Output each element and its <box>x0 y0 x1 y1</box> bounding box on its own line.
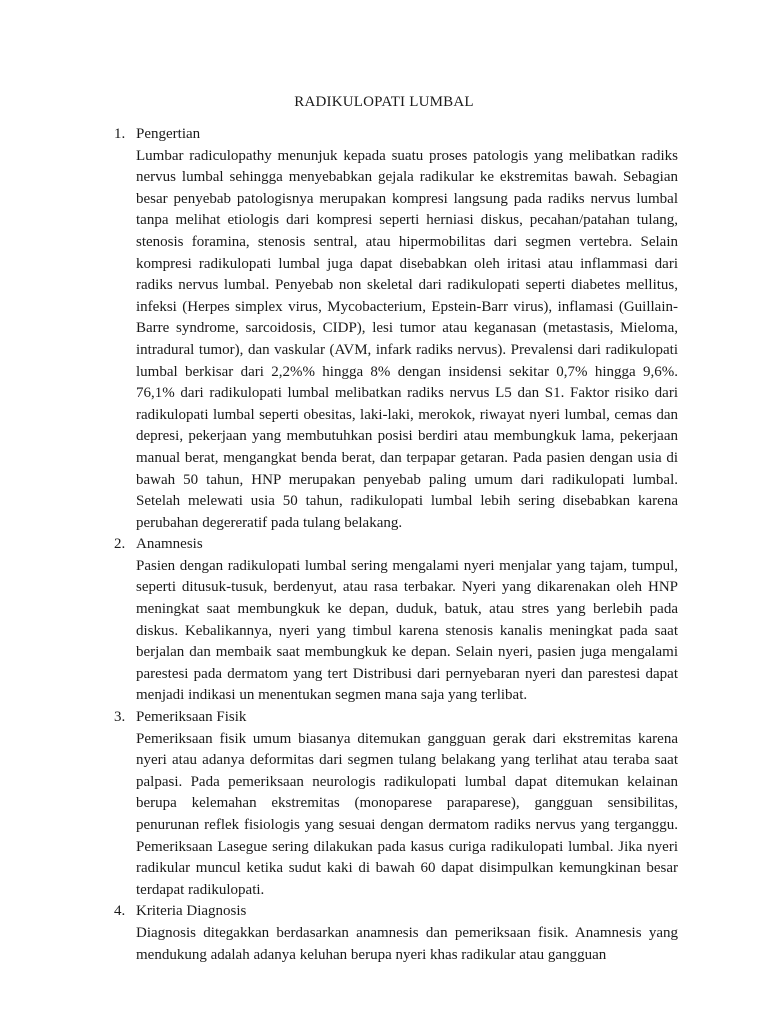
section-kriteria-diagnosis <box>114 901 678 966</box>
section-pemeriksaan-fisik <box>114 707 678 901</box>
section-anamnesis <box>114 534 678 707</box>
section-heading: Kriteria Diagnosis <box>136 903 247 920</box>
section-body: Diagnosis ditegakkan berdasarkan anamnesis dan pemeriksaan fisik. Anamnesis yang mendukung adalah adanya keluhan berupa nyeri khas radikular atau gangguan <box>136 924 678 963</box>
section-heading: Anamnesis <box>136 536 203 553</box>
section-body: Pasien dengan radikulopati lumbal sering mengalami nyeri menjalar yang tajam, tumpul, seperti ditusuk-tusuk, berdenyut, atau rasa terbakar. Nyeri yang dikarenakan oleh HNP meningkat saat membungkuk ke depan, duduk, batuk, atau stres yang berlebih pada diskus. Kebalikannya, nyeri yang timbul karena stenosis kanalis meningkat pada saat berjalan dan membaik saat membungkuk ke depan. Selain nyeri, pasien juga mengalami parestesi pada dermatom yang tert Distribusi dari pernyebaran nyeri dan parestesi dapat menjadi indikasi un menentukan segmen mana saja yang terlibat. <box>136 557 678 704</box>
section-number: 1. <box>114 126 126 142</box>
document-title: RADIKULOPATI LUMBAL <box>294 94 474 110</box>
section-number: 2. <box>114 536 126 553</box>
section-pengertian <box>114 124 678 534</box>
section-body: Lumbar radiculopathy menunjuk kepada suatu proses patologis yang melibatkan radiks nervus lumbal sehingga menyebabkan gejala radikular ke ekstremitas bawah. Sebagian besar penyebab patologisnya merupakan kompresi langsung pada radiks nervus lumbal tanpa melihat etiologis dari kompresi seperti herniasi diskus, pecahan/patahan tulang, stenosis foramina, stenosis sentral, atau hipermobilitas dari segmen vertebra. Selain kompresi radikulopati lumbal juga dapat disebabkan oleh iritasi atau inflammasi dari radiks nervus lumbal. Penyebab non skeletal dari radikulopati seperti diabetes mellitus, infeksi (Herpes simplex virus, Mycobacterium, Epstein-Barr virus), inflamasi (Guillain-Barre syndrome, sarcoidosis, CIDP), lesi tumor atau keganasan (metastasis, Mieloma, intradural tumor), dan vaskular (AVM, infark radiks nervus). Prevalensi dari radikulopati lumbal berkisar dari 2,2%% hingga 8% dengan insidensi sekitar 0,7% hingga 9,6%. 76,1% dari radikulopati lumbal melibatkan radiks nervus L5 dan S1. Faktor risiko dari radikulopati lumbal seperti obesitas, laki-laki, merokok, riwayat nyeri lumbal, cemas dan depresi, pekerjaan yang membutuhkan posisi berdiri atau membungkuk lama, pekerjaan manual berat, mengangkat benda berat, dan terpapar getaran. Pada pasien dengan usia di bawah 50 tahun, HNP merupakan penyebab paling umum dari radikulopati lumbal. Setelah melewati usia 50 tahun, radikulopati lumbal lebih sering disebabkan karena perubahan degereratif pada tulang belakang. <box>136 147 678 531</box>
section-heading: Pemeriksaan Fisik <box>136 709 247 726</box>
section-number: 4. <box>114 903 126 920</box>
section-list <box>114 124 678 966</box>
section-number: 3. <box>114 709 126 726</box>
section-heading: Pengertian <box>136 126 201 142</box>
section-body: Pemeriksaan fisik umum biasanya ditemukan gangguan gerak dari ekstremitas karena nyeri atau adanya deformitas dari segmen tulang belakang yang terlihat atau teraba saat palpasi. Pada pemeriksaan neurologis radikulopati lumbal dapat ditemukan kelainan berupa kelemahan ekstremitas (monoparese paraparese), gangguan sensibilitas, penurunan reflek fisiologis yang sesuai dengan dermatom radiks nervus yang terganggu. Pemeriksaan Lasegue sering dilakukan pada kasus curiga radikulopati lumbal. Jika nyeri radikular muncul ketika sudut kaki di bawah 60 dapat disimpulkan kemungkinan besar terdapat radikulopati. <box>136 730 678 898</box>
